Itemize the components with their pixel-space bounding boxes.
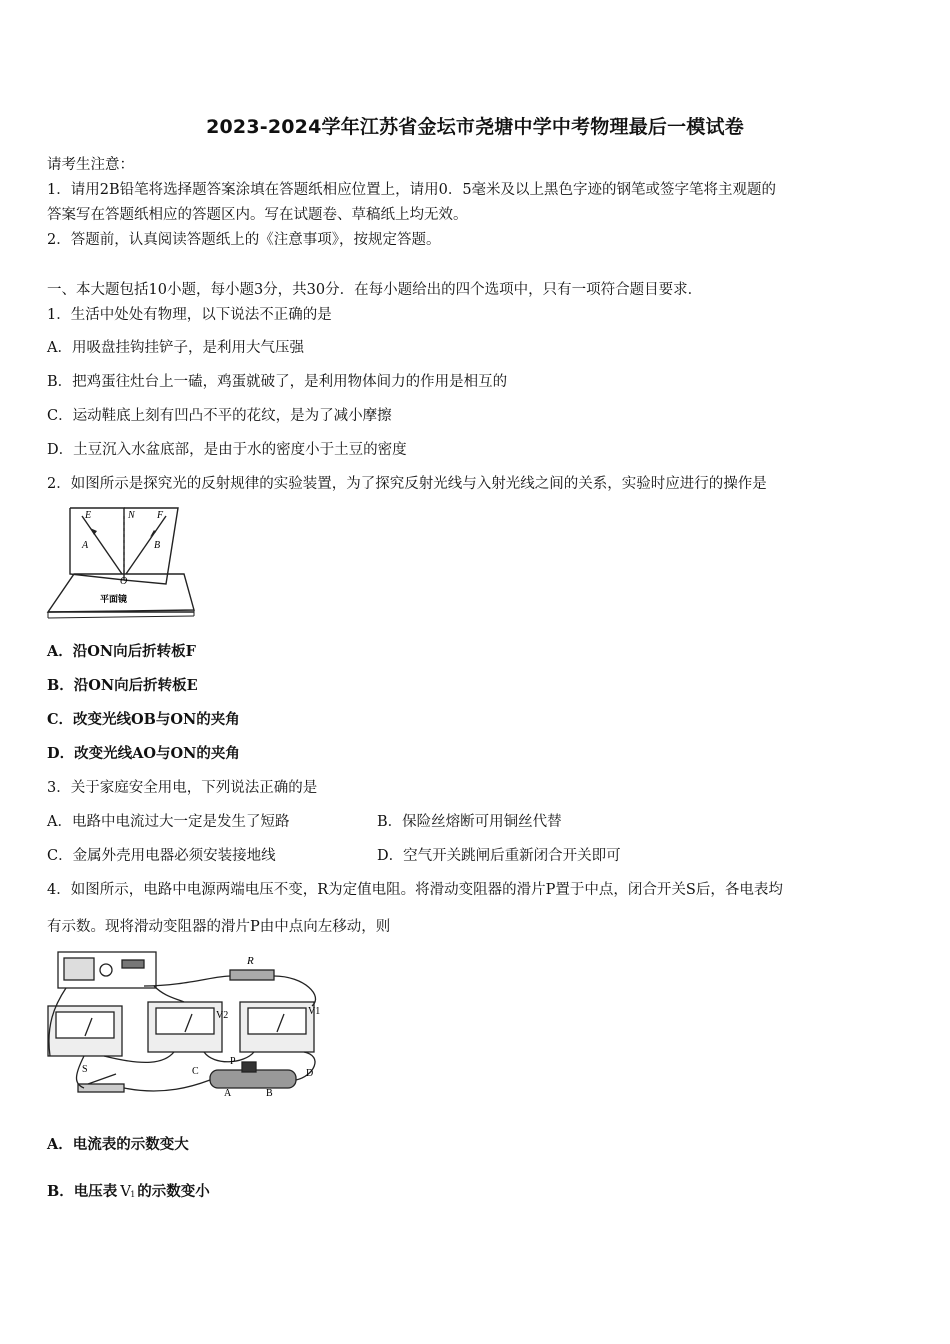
label-V1: V1 xyxy=(308,1006,321,1017)
label-R: R xyxy=(247,955,254,967)
q1-option-b: B．把鸡蛋往灶台上一磕，鸡蛋就破了，是利用物体间力的作用是相互的 xyxy=(47,374,508,390)
label-A: A xyxy=(82,540,89,551)
section-instruction: 一、本大题包括10小题，每小题3分，共30分．在每小题给出的四个选项中，只有一项符合题目要求． xyxy=(47,282,703,298)
label-B: B xyxy=(154,540,161,551)
q2-option-a: A．沿ON向后折转板F xyxy=(47,643,196,660)
q4-option-b-suffix: 的示数变小 xyxy=(137,1183,210,1200)
q1-option-d: D．土豆沉入水盆底部，是由于水的密度小于土豆的密度 xyxy=(47,442,407,458)
reflection-apparatus-figure xyxy=(44,502,204,624)
q4-option-a: A．电流表的示数变大 xyxy=(47,1136,189,1153)
circuit-figure xyxy=(44,946,334,1106)
q1-option-a: A．用吸盘挂钩挂铲子，是利用大气压强 xyxy=(47,340,304,356)
q4-option-b-prefix: B．电压表 xyxy=(47,1183,118,1200)
q4-option-b xyxy=(47,1180,210,1201)
label-N: N xyxy=(128,510,135,521)
q1-option-c: C．运动鞋底上刻有凹凸不平的花纹，是为了减小摩擦 xyxy=(47,408,392,424)
q2-option-c: C．改变光线OB与ON的夹角 xyxy=(47,711,240,728)
q2-stem: 2．如图所示是探究光的反射规律的实验装置，为了探究反射光线与入射光线之间的关系，实验时应进行的操作是 xyxy=(47,476,767,492)
label-E: E xyxy=(85,510,92,521)
q1-stem: 1．生活中处处有物理，以下说法不正确的是 xyxy=(47,307,332,323)
q3-option-a: A．电路中电流过大一定是发生了短路 xyxy=(47,814,290,830)
page-title: 2023-2024学年江苏省金坛市尧塘中学中考物理最后一模试卷 xyxy=(206,116,744,138)
voltmeter-symbol: V xyxy=(120,1182,132,1200)
voltmeter-subscript: 1 xyxy=(130,1190,136,1199)
label-C: C xyxy=(192,1066,199,1077)
q4-stem-line-2: 有示数。现将滑动变阻器的滑片P由中点向左移动，则 xyxy=(47,919,391,935)
notice-line-2: 2．答题前，认真阅读答题纸上的《注意事项》，按规定答题。 xyxy=(47,232,441,248)
label-P: P xyxy=(230,1056,236,1067)
label-S: S xyxy=(82,1064,88,1075)
label-V2: V2 xyxy=(216,1010,229,1021)
q3-option-d: D．空气开关跳闸后重新闭合开关即可 xyxy=(377,848,621,864)
notice-heading: 请考生注意： xyxy=(47,157,134,173)
q2-option-d: D．改变光线AO与ON的夹角 xyxy=(47,745,240,762)
q3-option-b: B．保险丝熔断可用铜丝代替 xyxy=(377,814,562,830)
notice-line-1-cont: 答案写在答题纸相应的答题区内。写在试题卷、草稿纸上均无效。 xyxy=(47,207,468,223)
q3-stem: 3．关于家庭安全用电，下列说法正确的是 xyxy=(47,780,318,796)
q3-option-c: C．金属外壳用电器必须安装接地线 xyxy=(47,848,276,864)
q2-option-b: B．沿ON向后折转板E xyxy=(47,677,198,694)
notice-line-1: 1．请用2B铅笔将选择题答案涂填在答题纸相应位置上，请用0．5毫米及以上黑色字迹的钢笔或签字笔将主观题的 xyxy=(47,182,777,198)
label-A: A xyxy=(224,1088,232,1099)
label-D: D xyxy=(306,1068,314,1079)
q4-stem-line-1: 4．如图所示，电路中电源两端电压不变，R为定值电阻。将滑动变阻器的滑片P置于中点，闭合开关S后，各电表均 xyxy=(47,882,783,898)
label-F: F xyxy=(157,510,164,521)
label-B: B xyxy=(266,1088,273,1099)
label-mirror: 平面镜 xyxy=(100,595,128,605)
label-O: O xyxy=(120,576,128,587)
